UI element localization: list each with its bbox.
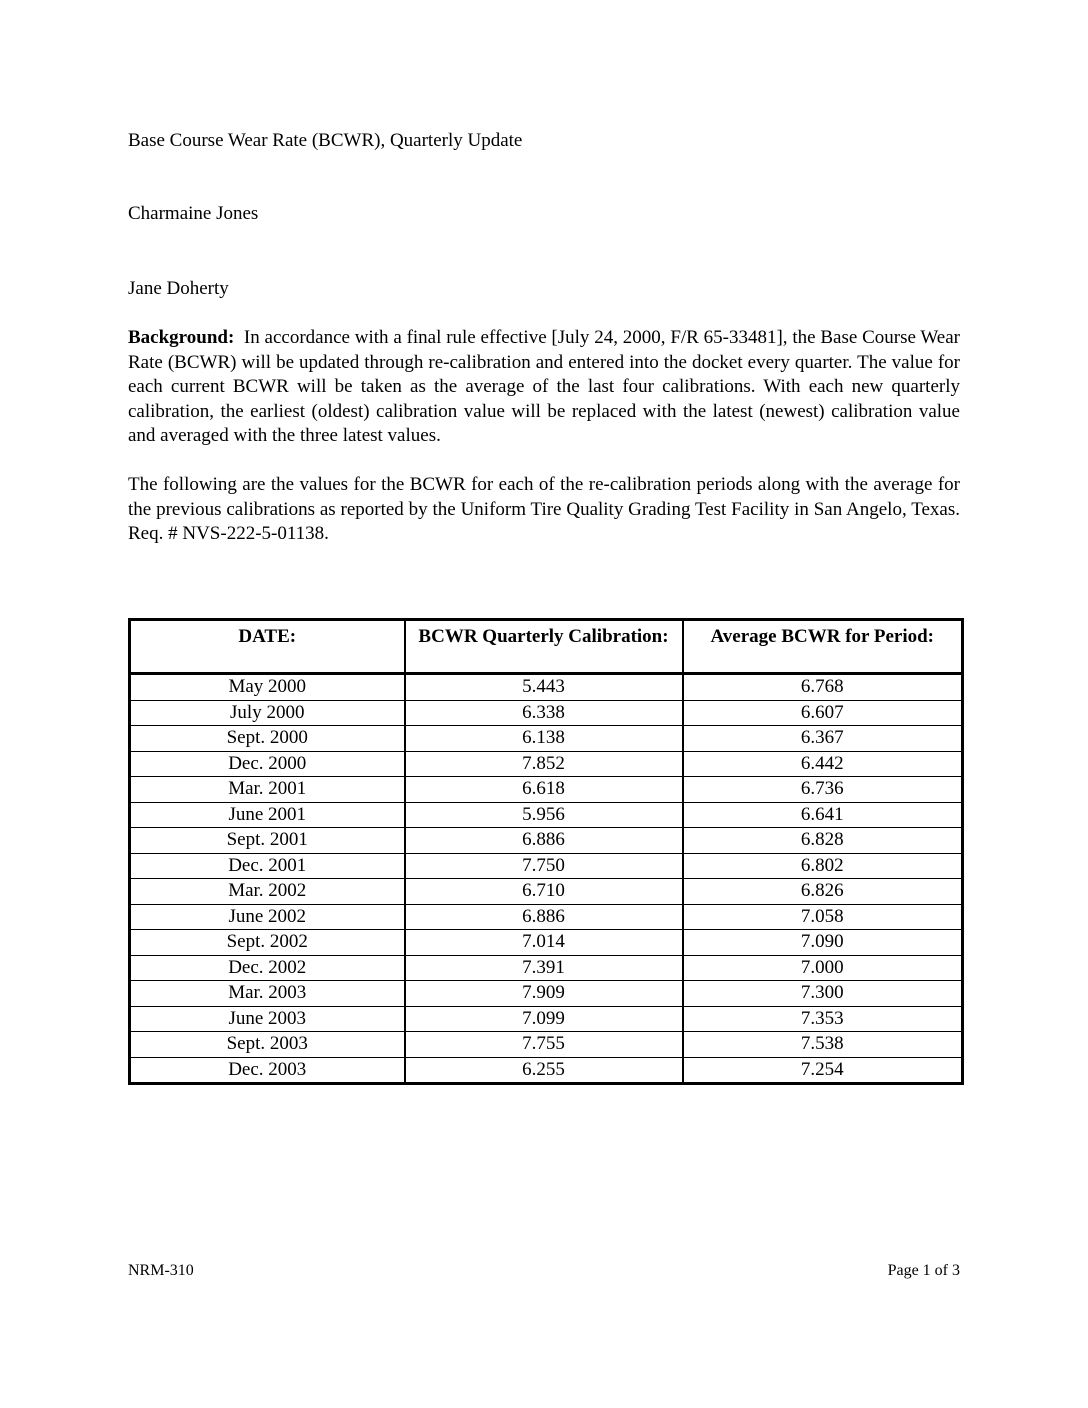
- cell-quarterly-calibration: 6.255: [405, 1057, 683, 1084]
- cell-date: Mar. 2003: [130, 981, 405, 1007]
- cell-quarterly-calibration: 7.909: [405, 981, 683, 1007]
- table-row: [130, 802, 963, 828]
- cell-date: Dec. 2002: [130, 955, 405, 981]
- cell-date: Sept. 2001: [130, 828, 405, 854]
- cell-date: Sept. 2002: [130, 930, 405, 956]
- cell-average-bcwr: 6.736: [683, 777, 963, 803]
- background-paragraph: [128, 326, 960, 449]
- table-row: [130, 700, 963, 726]
- cell-average-bcwr: 6.828: [683, 828, 963, 854]
- cell-quarterly-calibration: 6.710: [405, 879, 683, 905]
- cell-average-bcwr: 7.000: [683, 955, 963, 981]
- cell-average-bcwr: 7.538: [683, 1032, 963, 1058]
- cell-average-bcwr: 6.768: [800, 676, 844, 698]
- cell-average-bcwr: 7.090: [683, 930, 963, 956]
- cell-date: July 2000: [130, 700, 405, 726]
- table-row: [130, 981, 963, 1007]
- author-name: Charmaine Jones: [128, 203, 259, 224]
- cell-date: June 2003: [130, 1006, 405, 1032]
- cell-quarterly-calibration: 6.886: [405, 904, 683, 930]
- cell-date: Sept. 2003: [130, 1032, 405, 1058]
- cell-quarterly-calibration: 7.755: [405, 1032, 683, 1058]
- bcwr-table: [128, 618, 964, 1085]
- table-row: [130, 1057, 963, 1084]
- table-row: [130, 777, 963, 803]
- cell-quarterly-calibration: 6.886: [405, 828, 683, 854]
- table-row: [130, 1032, 963, 1058]
- cell-average-bcwr: 7.300: [683, 981, 963, 1007]
- cell-average-bcwr: 7.254: [683, 1057, 963, 1084]
- cell-quarterly-calibration: 5.443: [405, 674, 683, 701]
- cell-date: Dec. 2003: [130, 1057, 405, 1084]
- cell-date: June 2002: [130, 904, 405, 930]
- cell-average-bcwr: 7.353: [683, 1006, 963, 1032]
- cell-average-bcwr: 6.367: [683, 726, 963, 752]
- footer-page-number: Page 1 of 3: [887, 1262, 960, 1279]
- table-body: [130, 674, 963, 1084]
- cell-average-bcwr: 6.826: [683, 879, 963, 905]
- background-label: Background:: [128, 327, 235, 348]
- table-row: [130, 879, 963, 905]
- table-row: [130, 853, 963, 879]
- header-average-bcwr: Average BCWR for Period:: [683, 620, 963, 674]
- cell-average-bcwr: 6.802: [683, 853, 963, 879]
- table-row: [130, 674, 963, 701]
- cell-quarterly-calibration: 7.391: [405, 955, 683, 981]
- table-row: [130, 955, 963, 981]
- cell-quarterly-calibration: 6.618: [405, 777, 683, 803]
- cell-date: Mar. 2001: [130, 777, 405, 803]
- cell-quarterly-calibration: 7.099: [405, 1006, 683, 1032]
- cell-quarterly-calibration: 7.852: [405, 751, 683, 777]
- cell-quarterly-calibration: 7.750: [405, 853, 683, 879]
- cell-average-bcwr: 6.442: [683, 751, 963, 777]
- recipient-name: Jane Doherty: [128, 278, 229, 299]
- cell-date: Mar. 2002: [130, 879, 405, 905]
- cell-date: May 2000: [130, 674, 405, 701]
- cell-average-bcwr: 7.058: [683, 904, 963, 930]
- cell-quarterly-calibration: 6.138: [405, 726, 683, 752]
- document-title: Base Course Wear Rate (BCWR), Quarterly Update: [128, 130, 523, 151]
- header-quarterly-calibration: BCWR Quarterly Calibration:: [405, 620, 683, 674]
- cell-average-bcwr: 6.607: [683, 700, 963, 726]
- table-row: [130, 904, 963, 930]
- cell-quarterly-calibration: 6.338: [405, 700, 683, 726]
- background-text: In accordance with a final rule effective [July 24, 2000, F/R 65-33481], the Base Course Wear Rate (BCWR) will be updated through re-calibration and entered into the docket every quarter. The value for each current BCWR will be taken as the average of the last four calibrations. With each new quarterly calibration, the earliest (oldest) calibration value will be replaced with the latest (newest) calibration value and averaged with the three latest values.: [128, 327, 960, 446]
- intro-paragraph: The following are the values for the BCWR for each of the re-calibration periods along with the average for the previous calibrations as reported by the Uniform Tire Quality Grading Test Facility in San Angelo, Texas. Req. # NVS-222-5-01138.: [128, 474, 960, 544]
- cell-quarterly-calibration: 7.014: [405, 930, 683, 956]
- cell-date: June 2001: [130, 802, 405, 828]
- cell-date: Dec. 2000: [130, 751, 405, 777]
- header-date: DATE:: [130, 620, 405, 674]
- table-row: [130, 1006, 963, 1032]
- cell-date: Dec. 2001: [130, 853, 405, 879]
- cell-quarterly-calibration: 5.956: [405, 802, 683, 828]
- table-row: [130, 930, 963, 956]
- table-row: [130, 828, 963, 854]
- table-row: [130, 726, 963, 752]
- cell-date: Sept. 2000: [130, 726, 405, 752]
- table-header-row: [130, 620, 963, 674]
- footer-doc-id: NRM-310: [128, 1262, 194, 1279]
- table-row: [130, 751, 963, 777]
- cell-average-bcwr: 6.641: [683, 802, 963, 828]
